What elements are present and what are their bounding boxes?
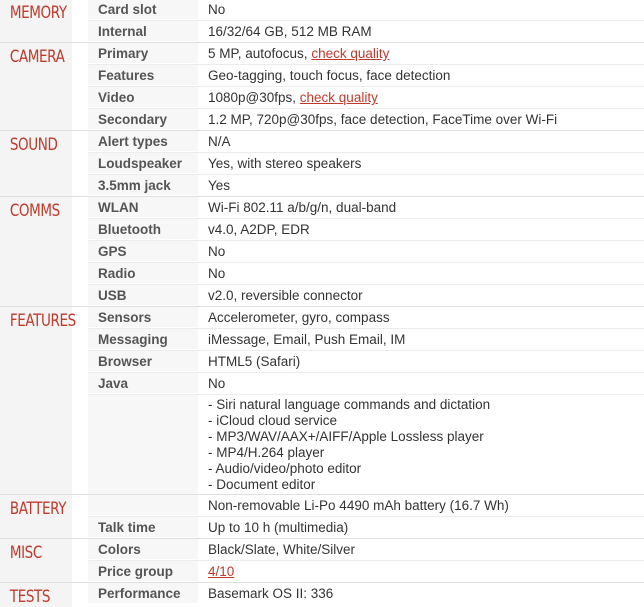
section-battery xyxy=(0,495,644,539)
spec-row xyxy=(88,20,644,42)
spec-value: 1.2 MP, 720p@30fps, face detection, FaceTime over Wi-Fi xyxy=(208,112,558,127)
spec-title[interactable]: Talk time xyxy=(88,517,198,537)
spec-title[interactable]: USB xyxy=(88,285,198,305)
spec-value: Black/Slate, White/Silver xyxy=(208,542,356,557)
spec-title[interactable]: Video xyxy=(88,87,198,107)
price-group-link[interactable]: 4/10 xyxy=(208,564,235,579)
spec-title[interactable]: Internal xyxy=(88,21,198,41)
section-sound xyxy=(0,131,644,197)
spec-row xyxy=(88,197,644,218)
spec-title[interactable]: Secondary xyxy=(88,109,198,129)
section-label: TESTS xyxy=(0,583,72,607)
spec-title[interactable]: Sensors xyxy=(88,307,198,327)
spec-row xyxy=(88,350,644,372)
feature-line: - Siri natural language commands and dictation xyxy=(208,397,491,412)
spec-row xyxy=(88,108,644,130)
spec-row xyxy=(88,284,644,306)
section-comms xyxy=(0,197,644,307)
spec-row xyxy=(88,152,644,174)
spec-value: HTML5 (Safari) xyxy=(208,354,301,369)
spec-value: Non-removable Li-Po 4490 mAh battery (16.7 Wh) xyxy=(208,498,509,513)
spec-value-text: 5 MP, autofocus, xyxy=(208,46,312,61)
spec-row xyxy=(88,131,644,152)
spec-title[interactable]: Primary xyxy=(88,43,198,63)
spec-value: No xyxy=(208,266,226,281)
spec-title[interactable]: GPS xyxy=(88,241,198,261)
section-misc xyxy=(0,539,644,583)
spec-title[interactable]: 3.5mm jack xyxy=(88,175,198,195)
section-label: COMMS xyxy=(0,197,72,306)
feature-line: - MP3/WAV/AAX+/AIFF/Apple Lossless player xyxy=(208,429,484,444)
spec-value-list xyxy=(198,395,644,494)
feature-line: - MP4/H.264 player xyxy=(208,445,325,460)
spec-title[interactable]: Bluetooth xyxy=(88,219,198,239)
spec-title[interactable]: Java xyxy=(88,373,198,393)
spec-value: No xyxy=(208,376,226,391)
spec-value: Wi-Fi 802.11 a/b/g/n, dual-band xyxy=(208,200,397,215)
spec-value: Basemark OS II: 336 xyxy=(208,586,334,601)
spec-row xyxy=(88,495,644,516)
spec-row xyxy=(88,328,644,350)
spec-value xyxy=(198,87,644,108)
spec-title[interactable]: WLAN xyxy=(88,197,198,217)
spec-title[interactable]: Alert types xyxy=(88,131,198,151)
spec-value: No xyxy=(208,2,226,17)
section-camera xyxy=(0,43,644,131)
section-label: FEATURES xyxy=(0,307,72,494)
spec-title-empty xyxy=(88,395,198,494)
section-label: SOUND xyxy=(0,131,72,196)
spec-title xyxy=(88,495,198,515)
section-label: MEMORY xyxy=(0,0,72,42)
spec-row xyxy=(88,86,644,108)
spec-value: Accelerometer, gyro, compass xyxy=(208,310,390,325)
spec-row xyxy=(88,240,644,262)
section-label: CAMERA xyxy=(0,43,72,130)
spec-value: Yes xyxy=(208,178,231,193)
spec-row xyxy=(88,174,644,196)
feature-line: - iCloud cloud service xyxy=(208,413,338,428)
spec-value: Yes, with stereo speakers xyxy=(208,156,362,171)
section-label: MISC xyxy=(0,539,72,582)
spec-title[interactable]: Colors xyxy=(88,539,198,559)
spec-title[interactable]: Performance xyxy=(88,583,198,603)
feature-line: - Document editor xyxy=(208,477,316,492)
spec-row xyxy=(88,560,644,582)
spec-value: Geo-tagging, touch focus, face detection xyxy=(208,68,451,83)
spec-row xyxy=(88,394,644,494)
spec-row xyxy=(88,372,644,394)
spec-row xyxy=(88,583,644,604)
section-memory xyxy=(0,0,644,43)
spec-value: Up to 10 h (multimedia) xyxy=(208,520,349,535)
spec-row xyxy=(88,262,644,284)
spec-row xyxy=(88,307,644,328)
spec-title[interactable]: Loudspeaker xyxy=(88,153,198,173)
spec-value: iMessage, Email, Push Email, IM xyxy=(208,332,406,347)
spec-value: 16/32/64 GB, 512 MB RAM xyxy=(208,24,372,39)
spec-title[interactable]: Features xyxy=(88,65,198,85)
spec-title[interactable]: Messaging xyxy=(88,329,198,349)
feature-line: - Audio/video/photo editor xyxy=(208,461,362,476)
spec-value xyxy=(198,561,644,582)
check-quality-link[interactable]: check quality xyxy=(311,46,390,61)
spec-title[interactable]: Browser xyxy=(88,351,198,371)
spec-title[interactable]: Card slot xyxy=(88,0,198,19)
check-quality-link[interactable]: check quality xyxy=(299,90,378,105)
spec-value xyxy=(198,43,644,64)
spec-value: v4.0, A2DP, EDR xyxy=(208,222,310,237)
spec-value: N/A xyxy=(208,134,231,149)
spec-row xyxy=(88,218,644,240)
spec-row xyxy=(88,539,644,560)
spec-value: v2.0, reversible connector xyxy=(208,288,363,303)
section-label: BATTERY xyxy=(0,495,72,538)
spec-row xyxy=(88,64,644,86)
spec-value: No xyxy=(208,244,226,259)
spec-title[interactable]: Price group xyxy=(88,561,198,581)
spec-row xyxy=(88,516,644,538)
spec-title[interactable]: Radio xyxy=(88,263,198,283)
spec-row xyxy=(88,43,644,64)
spec-value-text: 1080p@30fps, xyxy=(208,90,300,105)
section-features xyxy=(0,307,644,495)
spec-row xyxy=(88,0,644,20)
